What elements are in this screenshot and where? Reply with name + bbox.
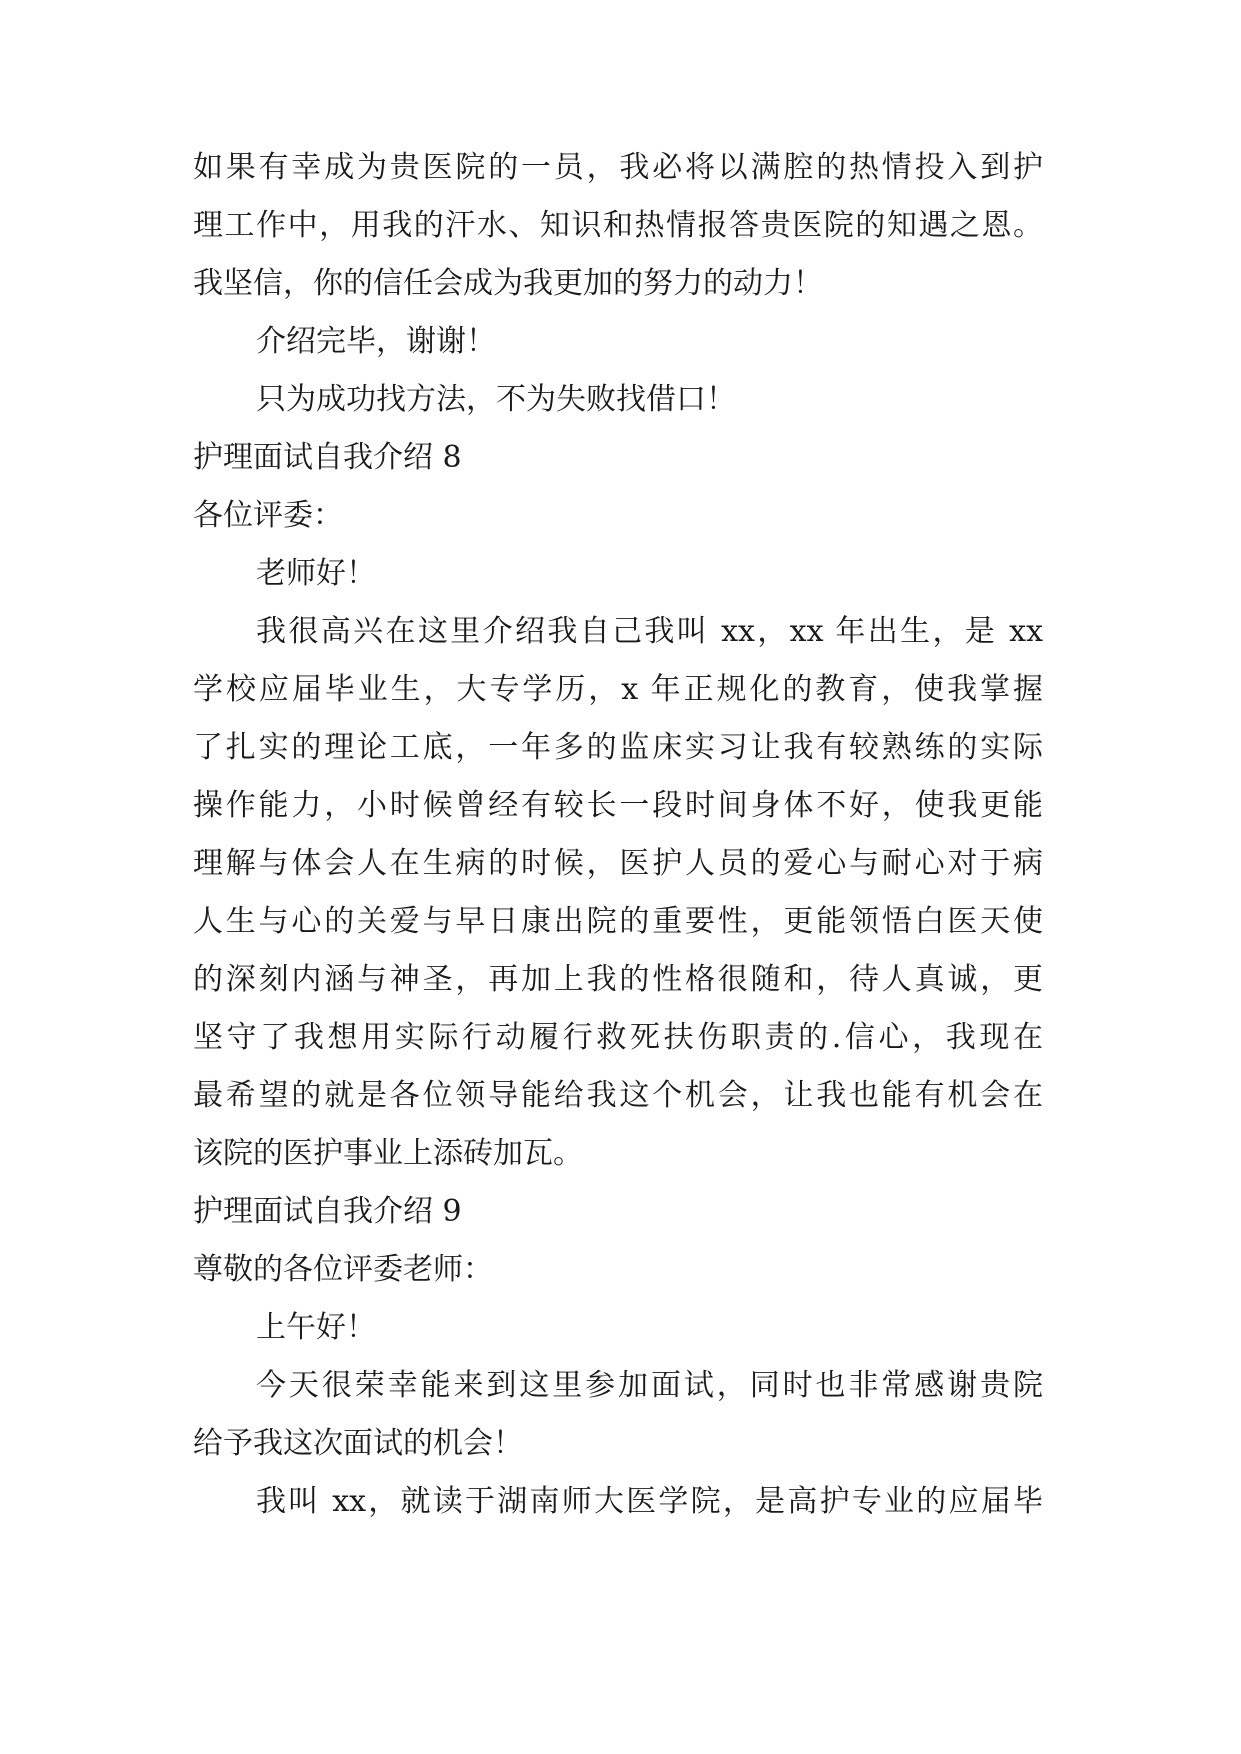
paragraph-line: 了扎实的理论工底，一年多的监床实习让我有较熟练的实际 <box>193 730 1043 765</box>
section-heading: 护理面试自我介绍 8 <box>193 440 462 475</box>
paragraph-line: 给予我这次面试的机会！ <box>193 1426 523 1461</box>
salutation: 尊敬的各位评委老师： <box>193 1252 493 1287</box>
paragraph-line: 坚守了我想用实际行动履行救死扶伤职责的.信心，我现在 <box>193 1020 1043 1055</box>
paragraph-line: 我叫 xx，就读于湖南师大医学院，是高护专业的应届毕 <box>256 1484 1043 1519</box>
paragraph-line: 最希望的就是各位领导能给我这个机会，让我也能有机会在 <box>193 1078 1043 1113</box>
paragraph-line: 理解与体会人在生病的时候，医护人员的爱心与耐心对于病 <box>193 846 1043 881</box>
paragraph-line: 我很高兴在这里介绍我自己我叫 xx，xx 年出生，是 xx <box>256 614 1043 649</box>
paragraph-line: 理工作中，用我的汗水、知识和热情报答贵医院的知遇之恩。 <box>193 208 1043 243</box>
paragraph-line: 介绍完毕，谢谢！ <box>256 324 496 359</box>
greeting: 老师好！ <box>256 556 376 591</box>
paragraph-line: 如果有幸成为贵医院的一员，我必将以满腔的热情投入到护 <box>193 150 1043 185</box>
paragraph-line: 学校应届毕业生，大专学历，x 年正规化的教育，使我掌握 <box>193 672 1043 707</box>
paragraph-line: 操作能力，小时候曾经有较长一段时间身体不好，使我更能 <box>193 788 1043 823</box>
paragraph-line: 今天很荣幸能来到这里参加面试，同时也非常感谢贵院 <box>256 1368 1043 1403</box>
paragraph-line: 只为成功找方法，不为失败找借口！ <box>256 382 736 417</box>
paragraph-line: 该院的医护事业上添砖加瓦。 <box>193 1136 583 1171</box>
paragraph-line: 的深刻内涵与神圣，再加上我的性格很随和，待人真诚，更 <box>193 962 1043 997</box>
section-heading: 护理面试自我介绍 9 <box>193 1194 462 1229</box>
greeting: 上午好！ <box>256 1310 376 1345</box>
salutation: 各位评委： <box>193 498 343 533</box>
paragraph-line: 人生与心的关爱与早日康出院的重要性，更能领悟白医天使 <box>193 904 1043 939</box>
paragraph-line: 我坚信，你的信任会成为我更加的努力的动力！ <box>193 266 823 301</box>
